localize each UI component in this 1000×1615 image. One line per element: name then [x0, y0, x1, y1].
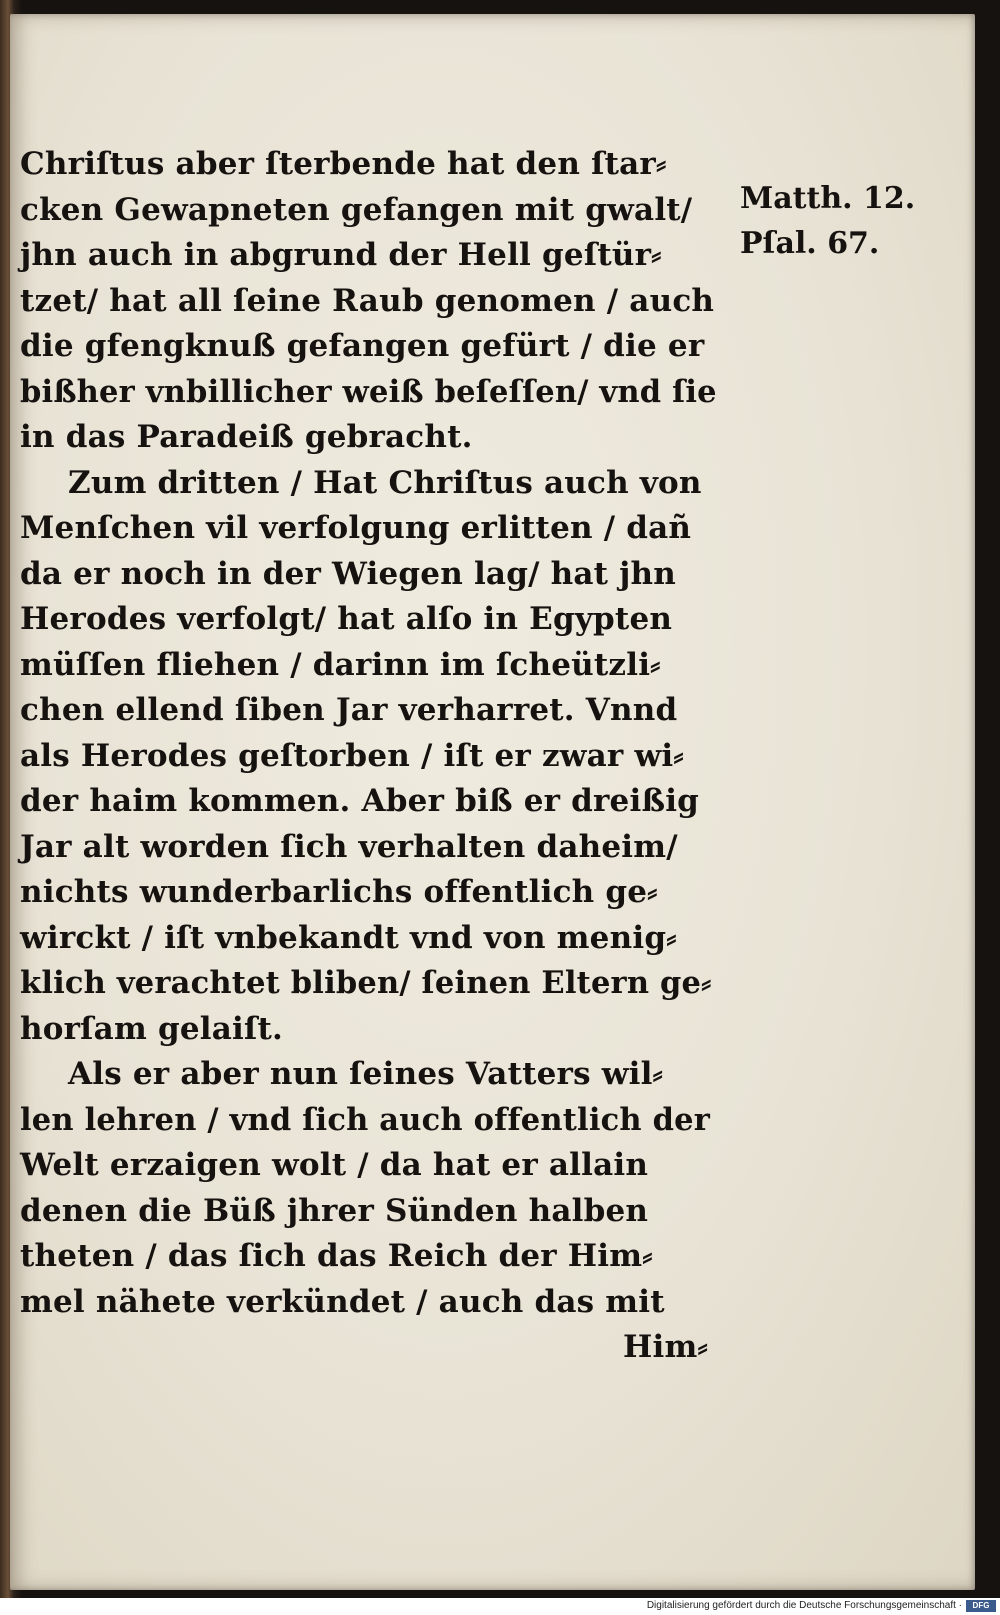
marginal-note: Pſal. 67.: [740, 226, 880, 261]
text-line: len lehren / vnd ſich auch offentlich der: [20, 1101, 710, 1138]
text-line-paragraph-start: Zum dritten / Hat Chriſtus auch von: [68, 464, 702, 501]
text-line: chen ellend ſiben Jar verharret. Vnnd: [20, 692, 678, 728]
text-line: die gfengknuß gefangen gefürt / die er: [20, 328, 705, 364]
text-line: denen die Büß jhrer Sünden halben: [20, 1192, 649, 1229]
text-line: mel nähete verkündet / auch das mit: [20, 1283, 665, 1320]
text-line: Welt erzaigen wolt / da hat er allain: [20, 1147, 649, 1183]
text-line: Chriſtus aber ſterbende hat den ſtar⸗: [20, 146, 667, 182]
text-line: müſſen fliehen / darinn im ſcheützli⸗: [20, 646, 661, 683]
text-line: in das Paradeiß gebracht.: [20, 419, 473, 455]
text-line: wirckt / iſt vnbekandt vnd von menig⸗: [20, 919, 677, 956]
text-line: Menſchen vil verfolgung erlitten / dañ: [20, 510, 692, 546]
text-line: horſam gelaiſt.: [20, 1010, 284, 1047]
funding-credit: Digitalisierung gefördert durch die Deutsche Forschungsgemeinschaft ·: [646, 1600, 962, 1611]
text-line: Herodes verfolgt/ hat alſo in Egypten: [20, 601, 673, 637]
text-line: bißher vnbillicher weiß beſeſſen/ vnd ſie: [20, 373, 717, 410]
dfg-logo-icon: DFG: [966, 1600, 996, 1612]
main-text-block: [20, 142, 720, 1371]
marginal-notes: [740, 176, 915, 266]
book-page: [10, 14, 975, 1590]
text-line: nichts wunderbarlichs offentlich ge⸗: [20, 874, 658, 910]
text-line: da er noch in der Wiegen lag/ hat jhn: [20, 555, 677, 592]
text-line: der haim kommen. Aber biß er dreißig: [20, 783, 700, 819]
text-line-paragraph-start: Als er aber nun ſeines Vatters wil⸗: [68, 1056, 664, 1092]
text-line: cken Gewapneten gefangen mit gwalt/: [20, 191, 693, 228]
footer-bar: [0, 1598, 1000, 1615]
marginal-note: Matth. 12.: [740, 181, 916, 216]
text-line: jhn auch in abgrund der Hell geſtür⸗: [20, 237, 662, 273]
text-line: klich verachtet bliben/ ſeinen Eltern ge⸗: [20, 965, 712, 1001]
text-line: Jar alt worden ſich verhalten daheim/: [20, 828, 678, 865]
text-line: als Herodes geſtorben / iſt er zwar wi⸗: [20, 737, 684, 774]
catchword: Him⸗: [623, 1329, 708, 1365]
text-line: tzet/ hat all ſeine Raub genomen / auch: [20, 282, 715, 319]
text-line: theten / das ſich das Reich der Him⸗: [20, 1238, 653, 1274]
